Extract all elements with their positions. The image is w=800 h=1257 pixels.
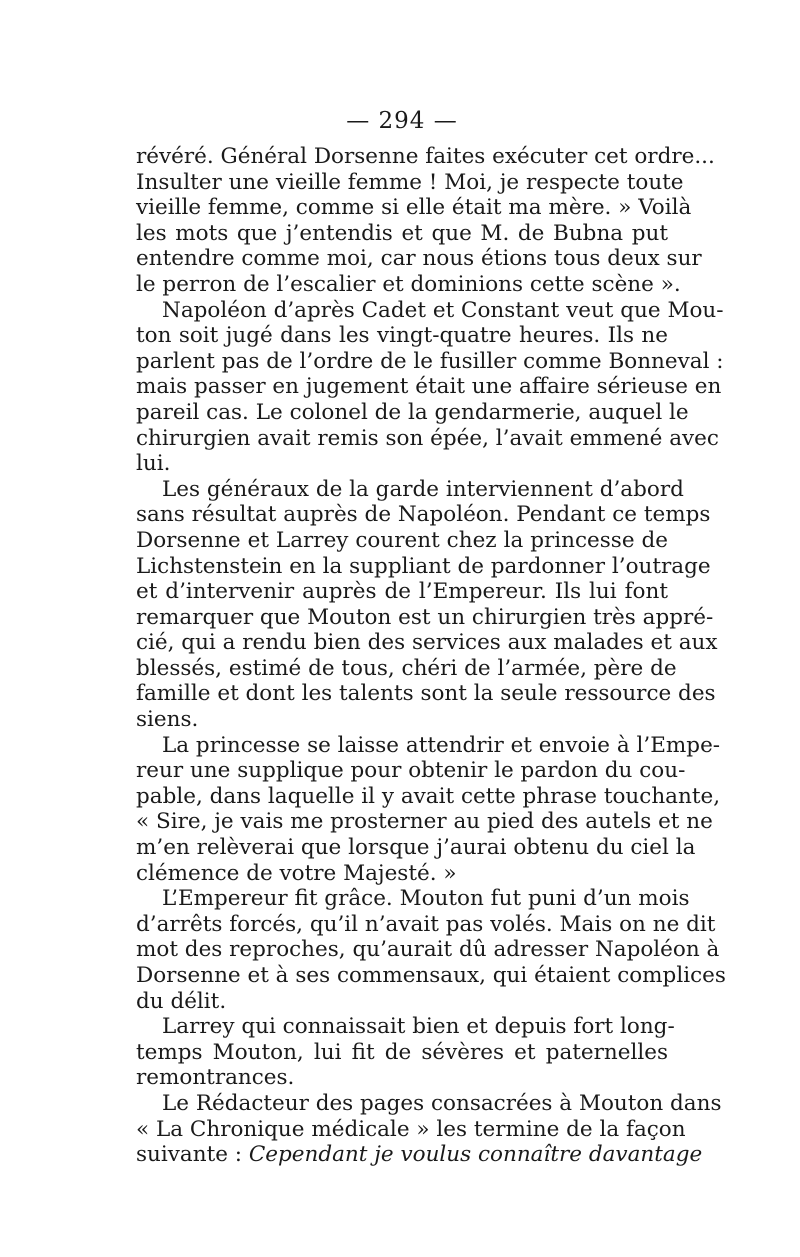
text-line: « Sire, je vais me prosterner au pied des autels et ne: [136, 809, 713, 835]
text-line: mais passer en jugement était une affaire sérieuse en: [136, 374, 722, 400]
text-line: reur une supplique pour obtenir le pardon du cou-: [136, 758, 686, 784]
text-line: Napoléon d’après Cadet et Constant veut que Mou-: [162, 297, 724, 323]
paragraph: [136, 732, 721, 887]
text-line-prefix: suivante :: [136, 1142, 249, 1168]
text-line: remarquer que Mouton est un chirurgien très appré-: [136, 604, 714, 630]
text-line: lui.: [136, 451, 171, 477]
paragraph: [136, 886, 726, 1014]
text-line: Dorsenne et à ses commensaux, qui étaient complices: [136, 963, 726, 988]
text-body: [136, 144, 726, 1168]
page-number: — 294 —: [346, 108, 458, 134]
text-line: mot des reproches, qu’aurait dû adresser Napoléon à: [136, 937, 720, 963]
paragraph: [136, 297, 724, 477]
paragraph: [136, 144, 715, 298]
text-line: La princesse se laisse attendrir et envoie à l’Empe-: [162, 732, 721, 758]
text-line: blessés, estimé de tous, chéri de l’armée, père de: [136, 655, 677, 681]
paragraph: [136, 476, 718, 733]
text-line: clémence de votre Majesté. »: [136, 860, 457, 886]
text-line: Larrey qui connaissait bien et depuis fort long-: [162, 1014, 675, 1040]
text-line: pable, dans laquelle il y avait cette phrase touchante,: [136, 783, 721, 809]
text-line: temps Mouton, lui fit de sévères et paternelles: [136, 1039, 668, 1065]
text-line: les mots que j’entendis et que M. de Bubna put: [136, 220, 668, 246]
text-line: ton soit jugé dans les vingt-quatre heures. Ils ne: [136, 323, 668, 349]
text-line: du délit.: [136, 988, 227, 1014]
text-line: Le Rédacteur des pages consacrées à Mouton dans: [162, 1090, 722, 1116]
text-line: parlent pas de l’ordre de le fusiller comme Bonneval :: [136, 348, 724, 374]
text-line: remontrances.: [136, 1065, 295, 1091]
text-line: pareil cas. Le colonel de la gendarmerie, auquel le: [136, 399, 689, 425]
text-line: le perron de l’escalier et dominions cette scène ».: [136, 271, 681, 297]
text-line: chirurgien avait remis son épée, l’avait emmené avec: [136, 425, 719, 451]
text-line: Insulter une vieille femme ! Moi, je respecte toute: [136, 169, 684, 195]
text-line: et d’intervenir auprès de l’Empereur. Ils lui font: [136, 579, 668, 605]
text-line: famille et dont les talents sont la seule ressource des: [136, 681, 716, 707]
paragraph: [136, 1090, 722, 1168]
paragraph: [136, 1014, 675, 1091]
text-line: sans résultat auprès de Napoléon. Pendant ce temps: [136, 502, 711, 528]
text-line: siens.: [136, 707, 199, 733]
text-line: entendre comme moi, car nous étions tous deux sur: [136, 246, 702, 272]
book-page: [136, 108, 726, 1168]
italic-text: Cependant je voulus connaître davantage: [248, 1142, 703, 1168]
text-line: [136, 1142, 703, 1168]
text-line: cié, qui a rendu bien des services aux malades et aux: [136, 630, 718, 656]
text-line: L’Empereur fit grâce. Mouton fut puni d’un mois: [162, 886, 690, 912]
text-line: révéré. Général Dorsenne faites exécuter cet ordre...: [136, 144, 715, 169]
text-line: vieille femme, comme si elle était ma mère. » Voilà: [136, 195, 692, 221]
text-line: Les généraux de la garde interviennent d’abord: [162, 476, 684, 502]
text-line: m’en relèverai que lorsque j’aurai obtenu du ciel la: [136, 835, 696, 861]
text-line: Lichstenstein en la suppliant de pardonner l’outrage: [136, 553, 711, 579]
text-line: « La Chronique médicale » les termine de la façon: [136, 1116, 686, 1142]
text-line: Dorsenne et Larrey courent chez la princesse de: [136, 527, 668, 553]
text-line: d’arrêts forcés, qu’il n’avait pas volés. Mais on ne dit: [136, 911, 716, 937]
